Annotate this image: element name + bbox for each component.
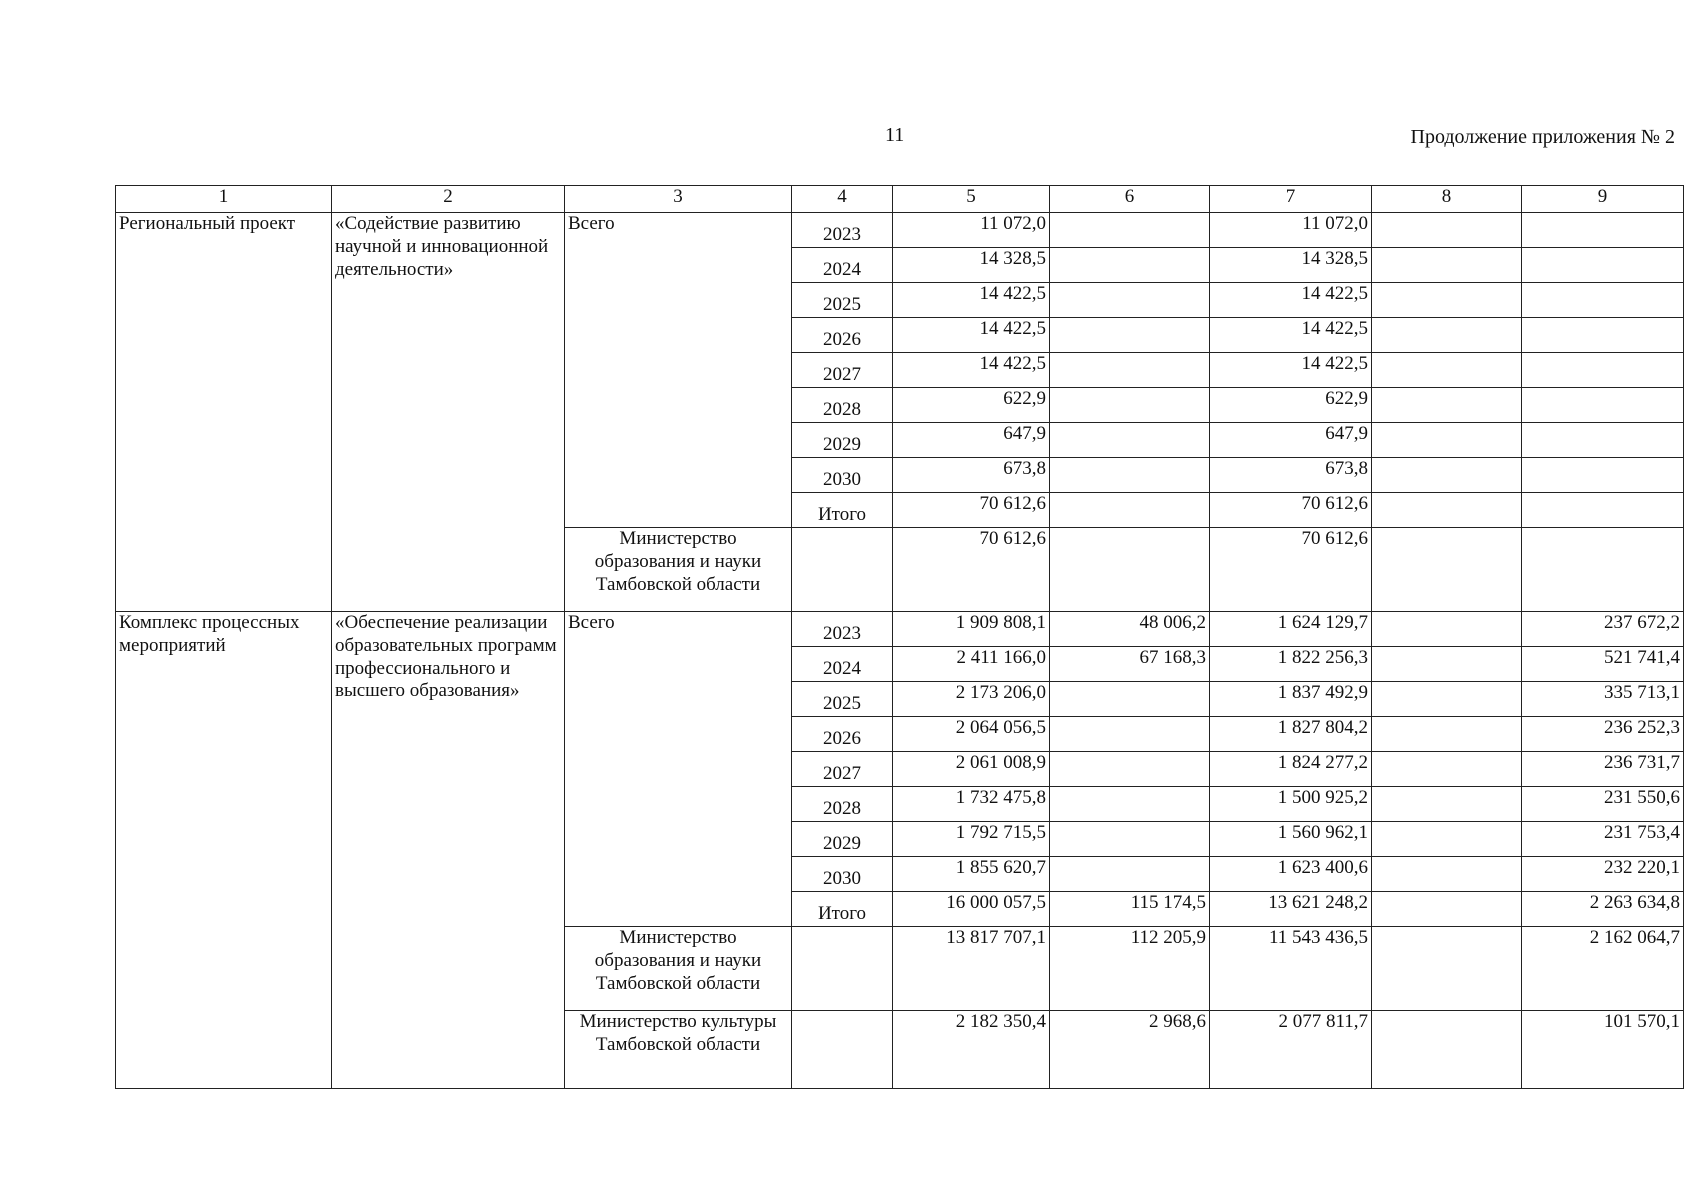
value-cell: 2 173 206,0 [893,682,1050,717]
value-cell [1050,682,1210,717]
appendix-note: Продолжение приложения № 2 [1410,126,1675,148]
value-cell: 232 220,1 [1522,857,1684,892]
value-cell [1372,927,1522,1011]
value-cell [1522,528,1684,612]
value-cell: 14 422,5 [893,283,1050,318]
year-cell: 2024 [792,248,893,283]
column-header: 5 [893,186,1050,213]
value-cell: 231 753,4 [1522,822,1684,857]
value-cell: 70 612,6 [893,528,1050,612]
value-cell: 2 411 166,0 [893,647,1050,682]
value-cell: 1 792 715,5 [893,822,1050,857]
value-cell: 236 731,7 [1522,752,1684,787]
value-cell: 1 624 129,7 [1210,612,1372,647]
empty-cell [792,528,893,612]
value-cell [1522,318,1684,353]
value-cell: 1 855 620,7 [893,857,1050,892]
value-cell: 521 741,4 [1522,647,1684,682]
value-cell [1372,213,1522,248]
year-cell: 2027 [792,752,893,787]
value-cell [1050,787,1210,822]
value-cell: 647,9 [893,423,1050,458]
year-cell: 2023 [792,612,893,647]
value-cell [1372,248,1522,283]
value-cell: 1 827 804,2 [1210,717,1372,752]
value-cell [1372,353,1522,388]
value-cell [1050,717,1210,752]
value-cell: 112 205,9 [1050,927,1210,1011]
value-cell [1522,458,1684,493]
value-cell: 70 612,6 [1210,493,1372,528]
value-cell: 14 422,5 [1210,283,1372,318]
value-cell: 2 968,6 [1050,1011,1210,1089]
year-cell: Итого [792,493,893,528]
year-cell: Итого [792,892,893,927]
value-cell [1372,283,1522,318]
value-cell: 14 328,5 [1210,248,1372,283]
value-cell: 67 168,3 [1050,647,1210,682]
section-type: Комплекс процессных мероприятий [116,612,332,1089]
value-cell: 2 182 350,4 [893,1011,1050,1089]
value-cell: 2 077 811,7 [1210,1011,1372,1089]
value-cell [1050,857,1210,892]
value-cell: 14 328,5 [893,248,1050,283]
value-cell [1522,283,1684,318]
value-cell: 1 732 475,8 [893,787,1050,822]
table-header [116,186,1684,213]
page-number: 11 [885,124,905,146]
table-body [116,213,1684,1089]
agency-name: Министерство образования и науки Тамбовской области [565,927,792,1011]
empty-cell [792,927,893,1011]
year-cell: 2030 [792,458,893,493]
value-cell: 14 422,5 [1210,318,1372,353]
value-cell: 673,8 [893,458,1050,493]
table-row [116,213,1684,248]
empty-cell [792,1011,893,1089]
value-cell: 1 909 808,1 [893,612,1050,647]
agency-name: Министерство образования и науки Тамбовской области [565,528,792,612]
year-cell: 2029 [792,822,893,857]
value-cell: 1 560 962,1 [1210,822,1372,857]
section-type: Региональный проект [116,213,332,612]
value-cell [1372,682,1522,717]
value-cell [1372,612,1522,647]
column-header: 2 [332,186,565,213]
value-cell: 11 543 436,5 [1210,927,1372,1011]
value-cell: 48 006,2 [1050,612,1210,647]
year-cell: 2028 [792,787,893,822]
column-header: 8 [1372,186,1522,213]
value-cell: 115 174,5 [1050,892,1210,927]
year-cell: 2026 [792,318,893,353]
value-cell [1522,213,1684,248]
column-header: 4 [792,186,893,213]
value-cell: 335 713,1 [1522,682,1684,717]
value-cell: 1 500 925,2 [1210,787,1372,822]
value-cell [1372,822,1522,857]
value-cell [1372,752,1522,787]
value-cell [1522,423,1684,458]
value-cell: 14 422,5 [1210,353,1372,388]
value-cell: 13 621 248,2 [1210,892,1372,927]
value-cell: 236 252,3 [1522,717,1684,752]
value-cell: 231 550,6 [1522,787,1684,822]
year-cell: 2025 [792,283,893,318]
value-cell [1372,717,1522,752]
value-cell [1372,458,1522,493]
year-cell: 2026 [792,717,893,752]
value-cell: 2 162 064,7 [1522,927,1684,1011]
value-cell [1050,458,1210,493]
year-cell: 2028 [792,388,893,423]
value-cell [1372,528,1522,612]
value-cell: 622,9 [1210,388,1372,423]
value-cell [1522,248,1684,283]
value-cell [1050,528,1210,612]
value-cell [1522,353,1684,388]
value-cell: 1 623 400,6 [1210,857,1372,892]
value-cell [1372,787,1522,822]
value-cell [1050,388,1210,423]
column-header: 7 [1210,186,1372,213]
value-cell: 70 612,6 [893,493,1050,528]
value-cell [1372,388,1522,423]
value-cell: 14 422,5 [893,318,1050,353]
value-cell: 1 837 492,9 [1210,682,1372,717]
column-header: 3 [565,186,792,213]
year-cell: 2024 [792,647,893,682]
year-cell: 2025 [792,682,893,717]
value-cell: 70 612,6 [1210,528,1372,612]
section-name: «Содействие развитию научной и инновационной деятельности» [332,213,565,612]
value-cell [1372,493,1522,528]
value-cell [1050,318,1210,353]
value-cell [1372,857,1522,892]
value-cell: 2 263 634,8 [1522,892,1684,927]
year-cell: 2023 [792,213,893,248]
table-row [116,612,1684,647]
value-cell [1050,353,1210,388]
value-cell [1050,283,1210,318]
year-cell: 2027 [792,353,893,388]
value-cell: 673,8 [1210,458,1372,493]
value-cell: 2 064 056,5 [893,717,1050,752]
value-cell [1522,388,1684,423]
value-cell: 13 817 707,1 [893,927,1050,1011]
value-cell: 237 672,2 [1522,612,1684,647]
agency-name: Министерство культуры Тамбовской области [565,1011,792,1089]
column-header: 6 [1050,186,1210,213]
value-cell [1050,493,1210,528]
column-header: 9 [1522,186,1684,213]
value-cell [1522,493,1684,528]
value-cell: 11 072,0 [893,213,1050,248]
value-cell [1372,1011,1522,1089]
value-cell: 16 000 057,5 [893,892,1050,927]
value-cell [1050,423,1210,458]
value-cell: 14 422,5 [893,353,1050,388]
value-cell: 101 570,1 [1522,1011,1684,1089]
value-cell [1372,318,1522,353]
value-cell [1050,752,1210,787]
value-cell: 11 072,0 [1210,213,1372,248]
total-label: Всего [565,612,792,927]
value-cell: 647,9 [1210,423,1372,458]
year-cell: 2030 [792,857,893,892]
value-cell: 1 824 277,2 [1210,752,1372,787]
budget-table [115,185,1684,1089]
value-cell [1372,892,1522,927]
total-label: Всего [565,213,792,528]
year-cell: 2029 [792,423,893,458]
value-cell [1372,423,1522,458]
value-cell: 1 822 256,3 [1210,647,1372,682]
column-header: 1 [116,186,332,213]
value-cell: 622,9 [893,388,1050,423]
section-name: «Обеспечение реализации образовательных программ профессионального и высшего образования» [332,612,565,1089]
value-cell [1372,647,1522,682]
value-cell [1050,822,1210,857]
value-cell [1050,213,1210,248]
value-cell [1050,248,1210,283]
value-cell: 2 061 008,9 [893,752,1050,787]
